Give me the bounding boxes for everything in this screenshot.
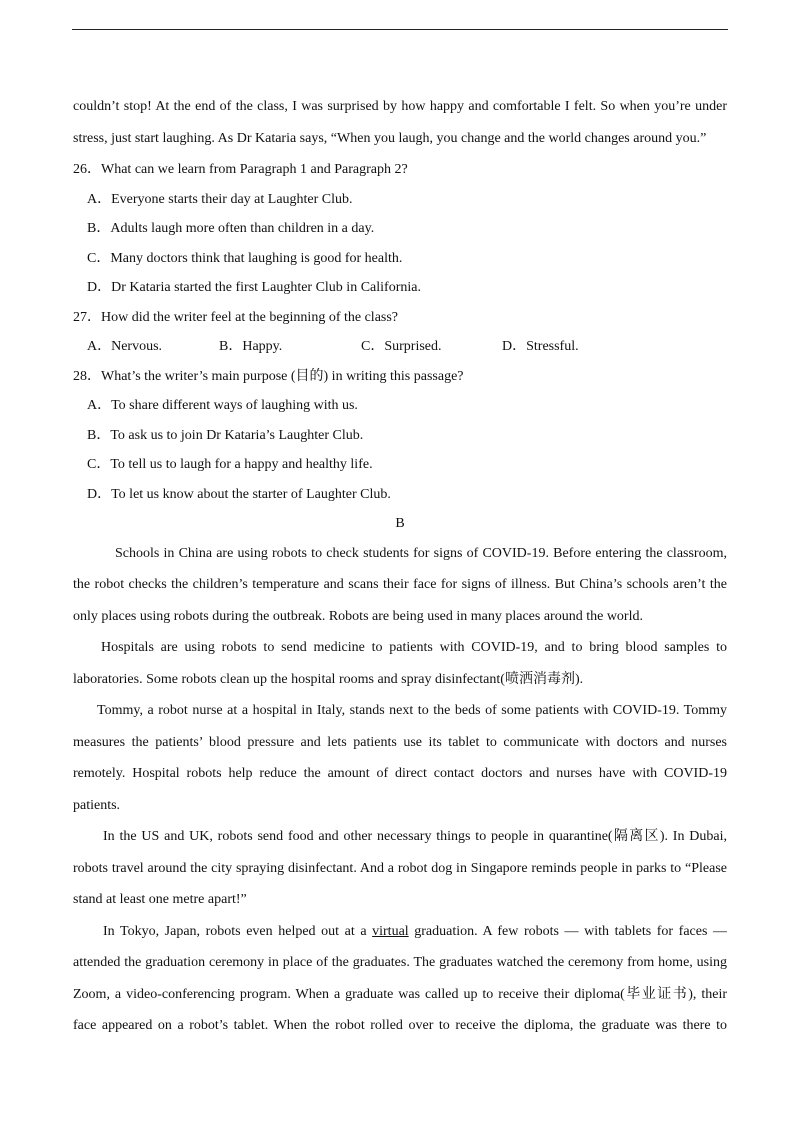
question-stem: 28．What’s the writer’s main purpose (目的) in writing this passage? (73, 368, 464, 384)
passage-b-paragraph-2 (73, 636, 727, 699)
option-a[interactable]: A．Nervous. (87, 339, 163, 354)
option-c[interactable]: C．Surprised. (361, 339, 442, 354)
underlined-word: virtual (372, 923, 409, 939)
text-segment: graduation. A few robots — with tablets for faces — (408, 923, 727, 939)
passage-b-paragraph-4 (73, 825, 727, 920)
text-line: Schools in China are using robots to check students for signs of COVID-19. Before entering the classroom, (115, 545, 727, 561)
text-line: remotely. Hospital robots help reduce the amount of direct contact doctors and nurses have with COVID-19 (73, 766, 727, 781)
text-line: stand at least one metre apart!” (73, 892, 247, 907)
section-heading: B (395, 516, 405, 531)
text-line: Hospitals are using robots to send medicine to patients with COVID-19, and to bring blood samples to (101, 640, 727, 655)
text-line: robots travel around the city spraying disinfectant. And a robot dog in Singapore reminds people in parks to “Please (73, 860, 727, 876)
option-c[interactable]: C．Many doctors think that laughing is good for health. (87, 250, 403, 266)
option-b[interactable]: B．Adults laugh more often than children in a day. (87, 221, 375, 236)
text-line: laboratories. Some robots clean up the hospital rooms and spray disinfectant(喷洒消毒剂). (73, 671, 584, 687)
option-b[interactable]: B．Happy. (219, 339, 283, 354)
passage-b-paragraph-3 (73, 699, 727, 825)
text-line: attended the graduation ceremony in place of the graduates. The graduates watched the ceremony from home, using (73, 955, 727, 970)
page-body (73, 95, 727, 1046)
text-line (73, 920, 727, 952)
option-a[interactable]: A．To share different ways of laughing with us. (87, 398, 358, 413)
header-rule (72, 29, 728, 30)
option-d[interactable]: D．Stressful. (502, 339, 579, 354)
option-b[interactable]: B．To ask us to join Dr Kataria’s Laughter Club. (87, 427, 364, 443)
question-28 (73, 365, 727, 513)
option-d[interactable]: D．Dr Kataria started the first Laughter Club in California. (87, 280, 421, 295)
text-segment: In Tokyo, Japan, robots even helped out at a (103, 923, 373, 939)
option-a[interactable]: A．Everyone starts their day at Laughter Club. (87, 191, 353, 207)
text-line: patients. (73, 797, 121, 813)
text-line: stress, just start laughing. As Dr Kataria says, “When you laugh, you change and the world changes around you.” (73, 130, 707, 146)
question-stem: 26．What can we learn from Paragraph 1 and Paragraph 2? (73, 162, 408, 177)
option-c[interactable]: C．To tell us to laugh for a happy and healthy life. (87, 457, 373, 472)
passage-b-paragraph-5 (73, 920, 727, 1046)
text-line: Zoom, a video-conferencing program. When a graduate was called up to receive their diploma(毕业证书), their (73, 986, 727, 1002)
text-line: measures the patients’ blood pressure and lets patients use its tablet to communicate with doctors and nurses (73, 734, 727, 750)
passage-a-tail (73, 95, 727, 158)
text-line: face appeared on a robot’s tablet. When the robot rolled over to receive the diploma, the graduate was there to (73, 1018, 727, 1033)
text-line: only places using robots during the outbreak. Robots are being used in many places around the world. (73, 608, 643, 624)
text-line: couldn’t stop! At the end of the class, I was surprised by how happy and comfortable I felt. So when you’re under (73, 99, 727, 114)
question-26 (73, 158, 727, 306)
text-line: Tommy, a robot nurse at a hospital in Italy, stands next to the beds of some patients with COVID-19. Tommy (97, 703, 727, 718)
question-27 (73, 306, 727, 365)
text-line: the robot checks the children’s temperature and scans their face for signs of illness. But China’s schools aren’t the (73, 577, 727, 592)
option-row (73, 335, 727, 365)
passage-b-paragraph-1 (73, 542, 727, 637)
question-stem: 27．How did the writer feel at the beginning of the class? (73, 309, 399, 325)
option-d[interactable]: D．To let us know about the starter of Laughter Club. (87, 486, 391, 502)
text-line: In the US and UK, robots send food and other necessary things to people in quarantine(隔离区). In Dubai, (103, 829, 727, 844)
